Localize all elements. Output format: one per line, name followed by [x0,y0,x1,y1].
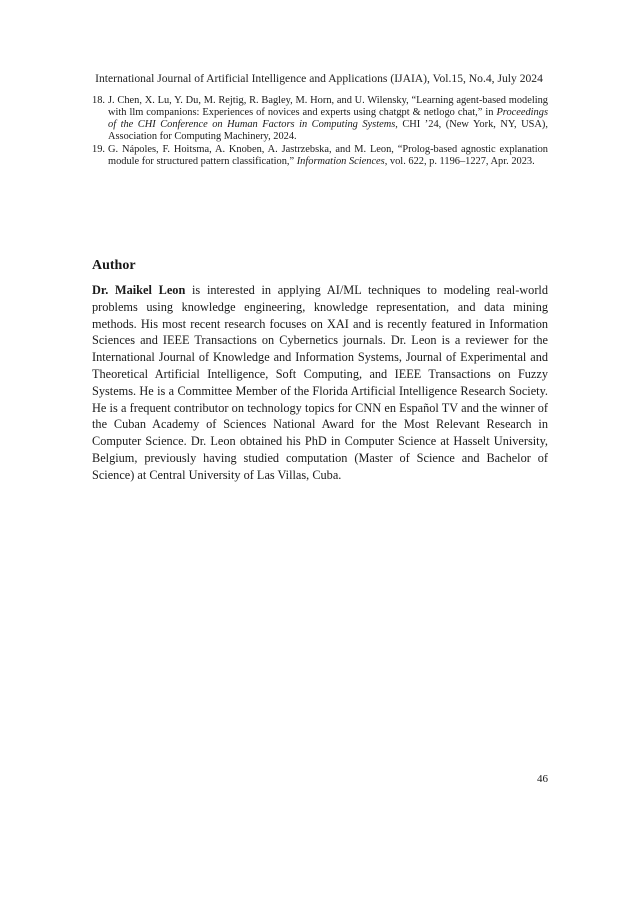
page-number: 46 [537,773,548,785]
reference-details: , CHI ’24, (New York, NY, USA), Association for Computing Machinery, 2024. [108,119,548,143]
author-bio-text: is interested in applying AI/ML techniques to modeling real-world problems using knowledge engineering, knowledge representation, and data mining methods. His most recent research focuses on XAI and is recently featured in Information Sciences and IEEE Transactions on Cybernetics journals. Dr. Leon is a reviewer for the International Journal of Knowledge and Information Systems, Journal of Experimental and Theoretical Artificial Intelligence, Soft Computing, and IEEE Transactions on Fuzzy Systems. He is a Committee Member of the Florida Artificial Intelligence Research Society. He is a frequent contributor on technology topics for CNN en Español TV and the winner of the Cuban Academy of Sciences National Award for the Most Relevant Research in Computer Science. Dr. Leon obtained his PhD in Computer Science at Hasselt University, Belgium, previously having studied computation (Master of Science and Bachelor of Science) at Central University of Las Villas, Cuba. [92,283,548,482]
reference-details: , vol. 622, p. 1196–1227, Apr. 2023. [384,156,535,168]
running-header: International Journal of Artificial Intelligence and Applications (IJAIA), Vol.15, No.4, July 2024 [95,72,543,85]
reference-authors-title: J. Chen, X. Lu, Y. Du, M. Rejtig, R. Bagley, M. Horn, and U. Wilensky, “Learning agent-based modeling with llm companions: Experiences of novices and experts using chatgpt & netlogo chat,” in [108,95,548,119]
reference-number: 19. [92,144,105,156]
reference-text [108,95,548,142]
author-name: Dr. Maikel Leon [92,283,186,297]
reference-item [92,95,548,143]
reference-authors-title: G. Nápoles, F. Hoitsma, A. Knoben, A. Jastrzebska, and M. Leon, “Prolog-based agnostic explanation module for structured pattern classification,” [108,144,548,168]
reference-list [92,95,548,170]
reference-number: 18. [92,95,105,106]
reference-venue: Information Sciences [296,156,385,168]
reference-item [92,144,548,168]
reference-text [108,144,548,167]
author-biography [92,282,548,484]
reference-venue: Proceedings of the CHI Conference on Human Factors in Computing Systems [108,107,548,131]
author-section-heading: Author [92,258,136,273]
